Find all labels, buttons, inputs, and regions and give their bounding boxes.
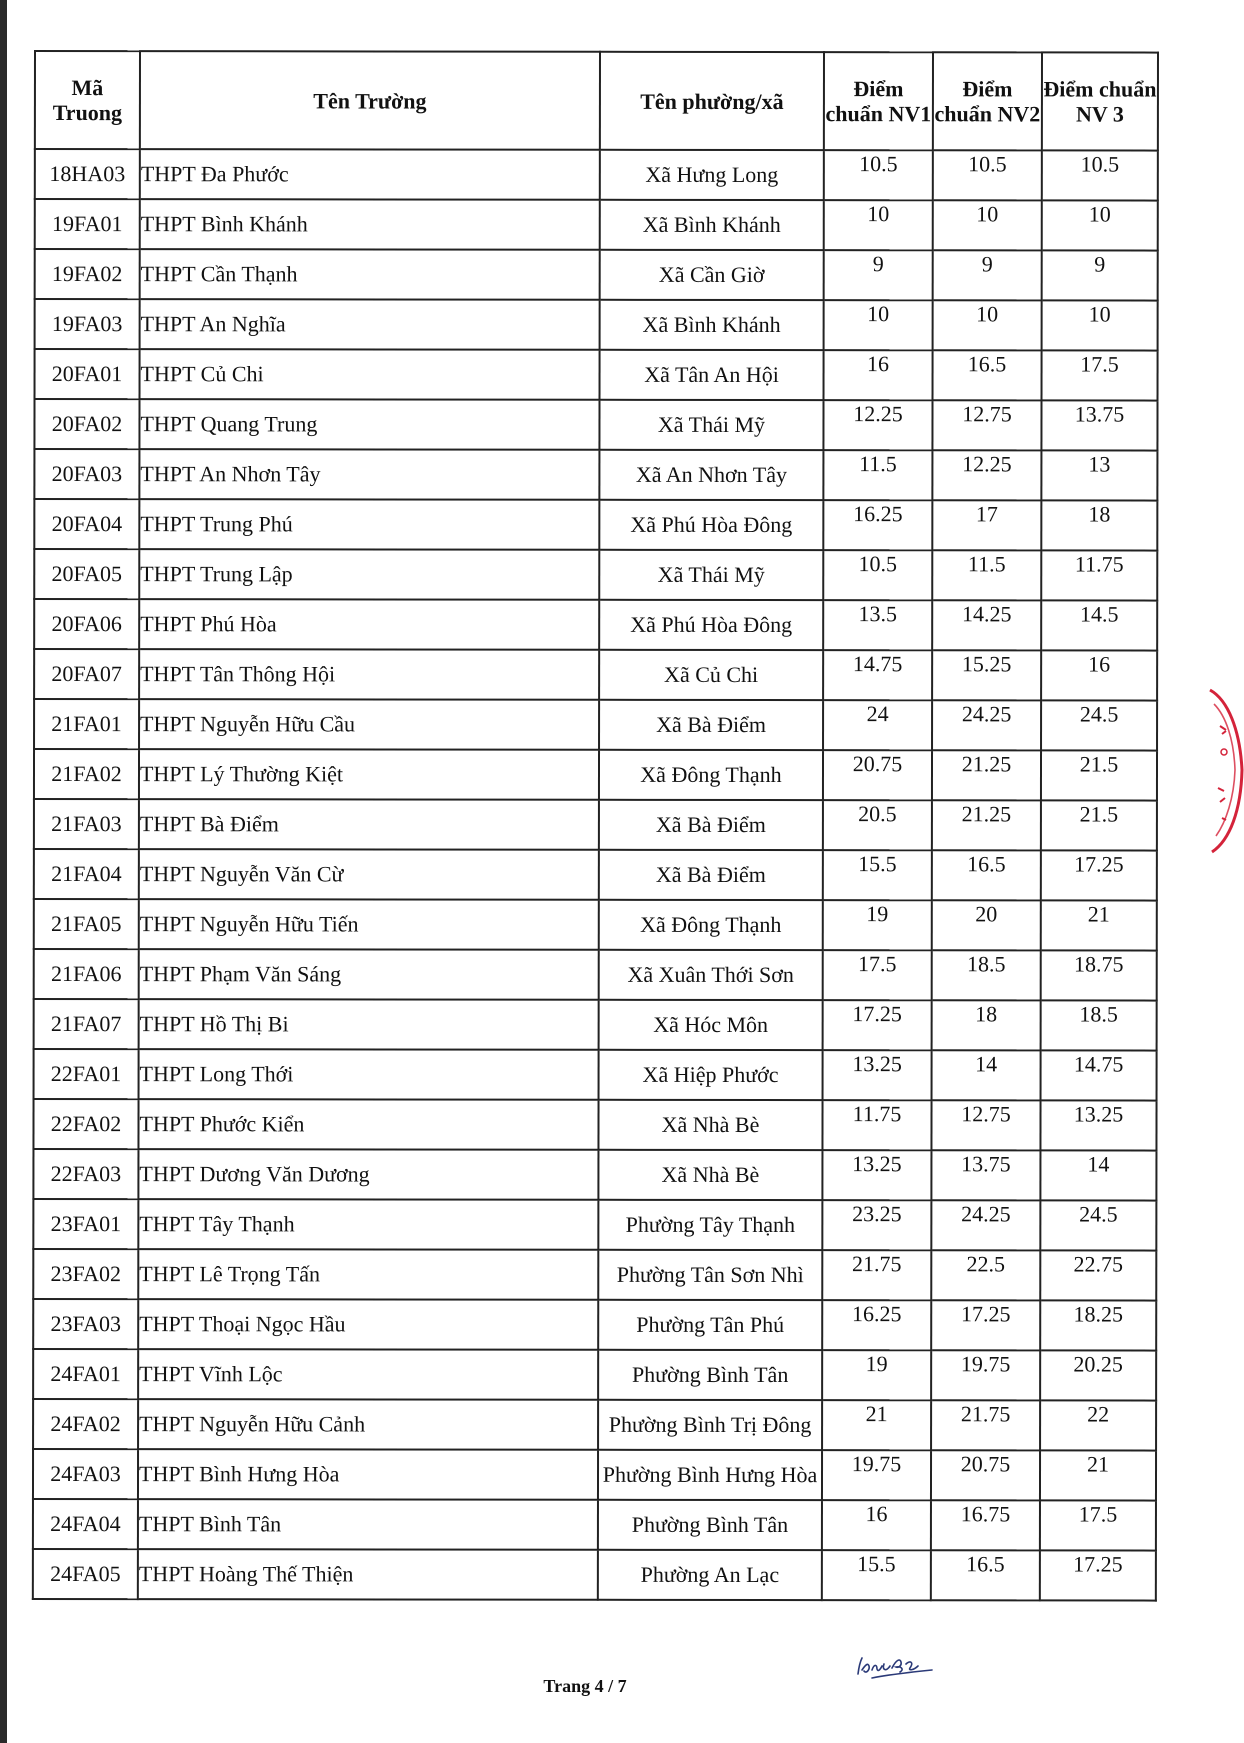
school-name-cell: THPT Thoại Ngọc Hầu bbox=[138, 1299, 598, 1350]
score-nv1-cell: 17.5 bbox=[823, 950, 932, 1000]
ward-cell: Phường Bình Trị Đông bbox=[598, 1400, 822, 1450]
school-name-cell: THPT Đa Phước bbox=[140, 149, 600, 200]
table-row bbox=[35, 349, 1158, 401]
score-nv1-cell: 10.5 bbox=[824, 150, 933, 200]
ward-cell: Phường Bình Hưng Hòa bbox=[598, 1450, 822, 1500]
score-nv2-cell: 16.5 bbox=[932, 850, 1041, 900]
score-nv2-cell: 18 bbox=[932, 1000, 1041, 1050]
score-nv1-cell: 19 bbox=[823, 900, 932, 950]
school-name-cell: THPT Nguyễn Hữu Tiến bbox=[139, 899, 599, 950]
table-row bbox=[34, 949, 1157, 1001]
score-nv2-cell: 19.75 bbox=[931, 1350, 1040, 1400]
school-name-cell: THPT Bình Hưng Hòa bbox=[138, 1449, 598, 1500]
score-nv3-cell: 14.75 bbox=[1041, 1050, 1157, 1100]
admission-scores-table bbox=[32, 50, 1159, 1602]
header-code: Mã Truong bbox=[35, 51, 140, 149]
score-nv2-cell: 13.75 bbox=[931, 1150, 1040, 1200]
score-nv3-cell: 14 bbox=[1040, 1150, 1156, 1200]
school-name-cell: THPT An Nhơn Tây bbox=[139, 449, 599, 500]
ward-cell: Xã Đông Thạnh bbox=[599, 900, 823, 950]
table-row bbox=[34, 499, 1157, 551]
school-code-cell: 24FA04 bbox=[33, 1499, 138, 1549]
score-nv1-cell: 15.5 bbox=[823, 850, 932, 900]
score-nv2-cell: 15.25 bbox=[932, 650, 1041, 700]
score-nv1-cell: 10 bbox=[824, 300, 933, 350]
score-nv1-cell: 11.5 bbox=[823, 450, 932, 500]
ward-cell: Phường An Lạc bbox=[598, 1550, 822, 1600]
score-nv2-cell: 14 bbox=[932, 1050, 1041, 1100]
school-name-cell: THPT Cần Thạnh bbox=[140, 249, 600, 300]
score-nv1-cell: 13.25 bbox=[822, 1150, 931, 1200]
score-nv2-cell: 16.5 bbox=[933, 350, 1042, 400]
school-name-cell: THPT Nguyễn Hữu Cầu bbox=[139, 699, 599, 750]
school-code-cell: 19FA01 bbox=[35, 199, 140, 249]
score-nv3-cell: 18.25 bbox=[1040, 1300, 1156, 1350]
ward-cell: Xã Tân An Hội bbox=[600, 350, 824, 400]
ward-cell: Xã Củ Chi bbox=[599, 650, 823, 700]
table-row bbox=[34, 999, 1157, 1051]
score-nv1-cell: 16.25 bbox=[823, 500, 932, 550]
school-name-cell: THPT Nguyễn Văn Cừ bbox=[139, 849, 599, 900]
score-nv2-cell: 12.25 bbox=[932, 450, 1041, 500]
score-nv1-cell: 13.25 bbox=[823, 1050, 932, 1100]
score-nv1-cell: 12.25 bbox=[823, 400, 932, 450]
score-nv3-cell: 13.75 bbox=[1041, 400, 1157, 450]
score-nv1-cell: 16 bbox=[822, 1500, 931, 1550]
ward-cell: Xã An Nhơn Tây bbox=[599, 450, 823, 500]
table-row bbox=[33, 1549, 1156, 1601]
score-nv3-cell: 24.5 bbox=[1041, 700, 1157, 750]
table-row bbox=[33, 1199, 1156, 1251]
school-name-cell: THPT Trung Lập bbox=[139, 549, 599, 600]
school-code-cell: 22FA02 bbox=[33, 1099, 138, 1149]
score-nv2-cell: 10 bbox=[933, 300, 1042, 350]
ward-cell: Phường Tân Sơn Nhì bbox=[598, 1250, 822, 1300]
school-code-cell: 22FA01 bbox=[34, 1049, 139, 1099]
school-name-cell: THPT Tân Thông Hội bbox=[139, 649, 599, 700]
handwritten-signature bbox=[852, 1652, 938, 1686]
score-nv2-cell: 20.75 bbox=[931, 1450, 1040, 1500]
score-nv2-cell: 18.5 bbox=[932, 950, 1041, 1000]
ward-cell: Xã Phú Hòa Đông bbox=[599, 500, 823, 550]
score-nv3-cell: 18.5 bbox=[1041, 1000, 1157, 1050]
score-nv1-cell: 19 bbox=[822, 1350, 931, 1400]
score-nv1-cell: 13.5 bbox=[823, 600, 932, 650]
score-nv1-cell: 24 bbox=[823, 700, 932, 750]
ward-cell: Xã Đông Thạnh bbox=[599, 750, 823, 800]
score-nv2-cell: 24.25 bbox=[931, 1200, 1040, 1250]
score-nv3-cell: 21 bbox=[1041, 900, 1157, 950]
table-row bbox=[34, 699, 1157, 751]
ward-cell: Xã Thái Mỹ bbox=[599, 550, 823, 600]
school-code-cell: 24FA05 bbox=[33, 1549, 138, 1599]
school-name-cell: THPT Vĩnh Lộc bbox=[138, 1349, 598, 1400]
score-nv1-cell: 14.75 bbox=[823, 650, 932, 700]
header-ward: Tên phường/xã bbox=[600, 52, 824, 150]
school-name-cell: THPT Bình Tân bbox=[138, 1499, 598, 1550]
table-row bbox=[33, 1149, 1156, 1201]
score-nv1-cell: 15.5 bbox=[822, 1550, 931, 1600]
score-nv2-cell: 11.5 bbox=[932, 550, 1041, 600]
score-nv2-cell: 17.25 bbox=[931, 1300, 1040, 1350]
ward-cell: Xã Hiệp Phước bbox=[599, 1050, 823, 1100]
school-name-cell: THPT Bình Khánh bbox=[140, 199, 600, 250]
ward-cell: Xã Bà Điểm bbox=[599, 850, 823, 900]
table-row bbox=[34, 899, 1157, 951]
school-code-cell: 21FA01 bbox=[34, 699, 139, 749]
table-row bbox=[33, 1299, 1156, 1351]
school-code-cell: 20FA01 bbox=[35, 349, 140, 399]
score-nv1-cell: 16 bbox=[824, 350, 933, 400]
ward-cell: Xã Bà Điểm bbox=[599, 700, 823, 750]
school-name-cell: THPT Hoàng Thế Thiện bbox=[138, 1549, 598, 1600]
table-row bbox=[33, 1249, 1156, 1301]
header-score-nv3: Điểm chuẩn NV 3 bbox=[1042, 52, 1158, 150]
score-nv1-cell: 20.5 bbox=[823, 800, 932, 850]
school-code-cell: 21FA05 bbox=[34, 899, 139, 949]
score-nv2-cell: 21.75 bbox=[931, 1400, 1040, 1450]
ward-cell: Xã Bà Điểm bbox=[599, 800, 823, 850]
ward-cell: Xã Thái Mỹ bbox=[599, 400, 823, 450]
score-nv3-cell: 17.5 bbox=[1040, 1500, 1156, 1550]
ward-cell: Xã Hưng Long bbox=[600, 150, 824, 200]
table-row bbox=[35, 249, 1158, 301]
school-code-cell: 20FA04 bbox=[34, 499, 139, 549]
table-row bbox=[34, 649, 1157, 701]
school-code-cell: 20FA03 bbox=[34, 449, 139, 499]
score-nv3-cell: 22 bbox=[1040, 1400, 1156, 1450]
score-nv2-cell: 16.5 bbox=[931, 1550, 1040, 1600]
score-nv3-cell: 14.5 bbox=[1041, 600, 1157, 650]
school-code-cell: 24FA03 bbox=[33, 1449, 138, 1499]
ward-cell: Xã Phú Hòa Đông bbox=[599, 600, 823, 650]
score-nv2-cell: 21.25 bbox=[932, 750, 1041, 800]
school-code-cell: 23FA01 bbox=[33, 1199, 138, 1249]
score-nv1-cell: 16.25 bbox=[822, 1300, 931, 1350]
score-nv2-cell: 22.5 bbox=[931, 1250, 1040, 1300]
table-row bbox=[35, 299, 1158, 351]
school-name-cell: THPT Lý Thường Kiệt bbox=[139, 749, 599, 800]
ward-cell: Phường Tây Thạnh bbox=[598, 1200, 822, 1250]
table-row bbox=[34, 549, 1157, 601]
table-body bbox=[33, 149, 1158, 1601]
red-seal-stamp-fragment bbox=[1208, 680, 1244, 860]
school-name-cell: THPT Trung Phú bbox=[139, 499, 599, 550]
score-nv2-cell: 24.25 bbox=[932, 700, 1041, 750]
score-nv3-cell: 20.25 bbox=[1040, 1350, 1156, 1400]
score-nv1-cell: 17.25 bbox=[823, 1000, 932, 1050]
ward-cell: Xã Nhà Bè bbox=[598, 1100, 822, 1150]
score-nv3-cell: 22.75 bbox=[1040, 1250, 1156, 1300]
score-nv2-cell: 12.75 bbox=[931, 1100, 1040, 1150]
school-name-cell: THPT Phạm Văn Sáng bbox=[139, 949, 599, 1000]
score-nv2-cell: 12.75 bbox=[932, 400, 1041, 450]
score-nv1-cell: 11.75 bbox=[822, 1100, 931, 1150]
header-school-name: Tên Trường bbox=[140, 51, 600, 150]
score-nv3-cell: 21.5 bbox=[1041, 800, 1157, 850]
school-code-cell: 21FA07 bbox=[34, 999, 139, 1049]
school-code-cell: 21FA04 bbox=[34, 849, 139, 899]
table-row bbox=[33, 1399, 1156, 1451]
score-nv3-cell: 21 bbox=[1040, 1450, 1156, 1500]
score-nv1-cell: 20.75 bbox=[823, 750, 932, 800]
school-name-cell: THPT Lê Trọng Tấn bbox=[138, 1249, 598, 1300]
school-code-cell: 21FA06 bbox=[34, 949, 139, 999]
school-code-cell: 23FA02 bbox=[33, 1249, 138, 1299]
table-row bbox=[34, 799, 1157, 851]
school-code-cell: 18HA03 bbox=[35, 149, 140, 199]
table-row bbox=[34, 399, 1157, 451]
score-nv3-cell: 21.5 bbox=[1041, 750, 1157, 800]
score-nv2-cell: 14.25 bbox=[932, 600, 1041, 650]
score-nv3-cell: 17.5 bbox=[1042, 350, 1158, 400]
school-code-cell: 22FA03 bbox=[33, 1149, 138, 1199]
ward-cell: Xã Nhà Bè bbox=[598, 1150, 822, 1200]
school-name-cell: THPT Phú Hòa bbox=[139, 599, 599, 650]
score-nv1-cell: 10.5 bbox=[823, 550, 932, 600]
score-nv3-cell: 18 bbox=[1041, 500, 1157, 550]
school-name-cell: THPT Bà Điểm bbox=[139, 799, 599, 850]
school-name-cell: THPT Long Thới bbox=[139, 1049, 599, 1100]
score-nv2-cell: 9 bbox=[933, 250, 1042, 300]
ward-cell: Phường Tân Phú bbox=[598, 1300, 822, 1350]
school-code-cell: 24FA01 bbox=[33, 1349, 138, 1399]
score-nv2-cell: 20 bbox=[932, 900, 1041, 950]
score-nv3-cell: 9 bbox=[1042, 250, 1158, 300]
school-name-cell: THPT An Nghĩa bbox=[140, 299, 600, 350]
table-row bbox=[34, 1049, 1157, 1101]
school-code-cell: 21FA03 bbox=[34, 799, 139, 849]
table-row bbox=[33, 1449, 1156, 1501]
table-row bbox=[33, 1099, 1156, 1151]
score-nv2-cell: 21.25 bbox=[932, 800, 1041, 850]
score-nv3-cell: 10 bbox=[1042, 200, 1158, 250]
ward-cell: Xã Bình Khánh bbox=[600, 200, 824, 250]
school-name-cell: THPT Tây Thạnh bbox=[138, 1199, 598, 1250]
school-name-cell: THPT Củ Chi bbox=[140, 349, 600, 400]
score-nv3-cell: 17.25 bbox=[1041, 850, 1157, 900]
score-nv3-cell: 11.75 bbox=[1041, 550, 1157, 600]
header-score-nv2: Điểm chuẩn NV2 bbox=[933, 52, 1042, 150]
school-code-cell: 19FA02 bbox=[35, 249, 140, 299]
score-nv3-cell: 16 bbox=[1041, 650, 1157, 700]
score-nv2-cell: 10.5 bbox=[933, 150, 1042, 200]
score-nv3-cell: 17.25 bbox=[1040, 1550, 1156, 1600]
score-nv1-cell: 21.75 bbox=[822, 1250, 931, 1300]
table-row bbox=[34, 599, 1157, 651]
school-code-cell: 19FA03 bbox=[35, 299, 140, 349]
score-nv3-cell: 24.5 bbox=[1040, 1200, 1156, 1250]
score-nv1-cell: 10 bbox=[824, 200, 933, 250]
score-nv1-cell: 9 bbox=[824, 250, 933, 300]
table-row bbox=[34, 449, 1157, 501]
school-code-cell: 20FA05 bbox=[34, 549, 139, 599]
ward-cell: Xã Xuân Thới Sơn bbox=[599, 950, 823, 1000]
score-nv3-cell: 13 bbox=[1041, 450, 1157, 500]
table-row bbox=[35, 149, 1158, 201]
score-nv1-cell: 23.25 bbox=[822, 1200, 931, 1250]
page-number: Trang 4 / 7 bbox=[543, 1676, 627, 1696]
school-code-cell: 20FA02 bbox=[34, 399, 139, 449]
table-row bbox=[35, 199, 1158, 251]
ward-cell: Phường Bình Tân bbox=[598, 1500, 822, 1550]
ward-cell: Phường Bình Tân bbox=[598, 1350, 822, 1400]
table-row bbox=[34, 849, 1157, 901]
score-nv3-cell: 18.75 bbox=[1041, 950, 1157, 1000]
score-nv3-cell: 13.25 bbox=[1040, 1100, 1156, 1150]
school-name-cell: THPT Nguyễn Hữu Cảnh bbox=[138, 1399, 598, 1450]
school-code-cell: 23FA03 bbox=[33, 1299, 138, 1349]
table-row bbox=[34, 749, 1157, 801]
score-nv3-cell: 10.5 bbox=[1042, 150, 1158, 200]
scan-edge bbox=[0, 0, 7, 1743]
table-header-row bbox=[35, 51, 1158, 151]
score-nv1-cell: 19.75 bbox=[822, 1450, 931, 1500]
school-name-cell: THPT Dương Văn Dương bbox=[138, 1149, 598, 1200]
school-name-cell: THPT Hồ Thị Bi bbox=[139, 999, 599, 1050]
table-row bbox=[33, 1349, 1156, 1401]
score-nv3-cell: 10 bbox=[1042, 300, 1158, 350]
school-code-cell: 20FA07 bbox=[34, 649, 139, 699]
score-nv2-cell: 16.75 bbox=[931, 1500, 1040, 1550]
score-nv2-cell: 10 bbox=[933, 200, 1042, 250]
ward-cell: Xã Bình Khánh bbox=[600, 300, 824, 350]
school-code-cell: 20FA06 bbox=[34, 599, 139, 649]
school-name-cell: THPT Quang Trung bbox=[139, 399, 599, 450]
school-code-cell: 21FA02 bbox=[34, 749, 139, 799]
score-nv1-cell: 21 bbox=[822, 1400, 931, 1450]
ward-cell: Xã Hóc Môn bbox=[599, 1000, 823, 1050]
school-name-cell: THPT Phước Kiển bbox=[138, 1099, 598, 1150]
ward-cell: Xã Cần Giờ bbox=[600, 250, 824, 300]
table-row bbox=[33, 1499, 1156, 1551]
school-code-cell: 24FA02 bbox=[33, 1399, 138, 1449]
score-nv2-cell: 17 bbox=[932, 500, 1041, 550]
header-score-nv1: Điểm chuẩn NV1 bbox=[824, 52, 933, 150]
